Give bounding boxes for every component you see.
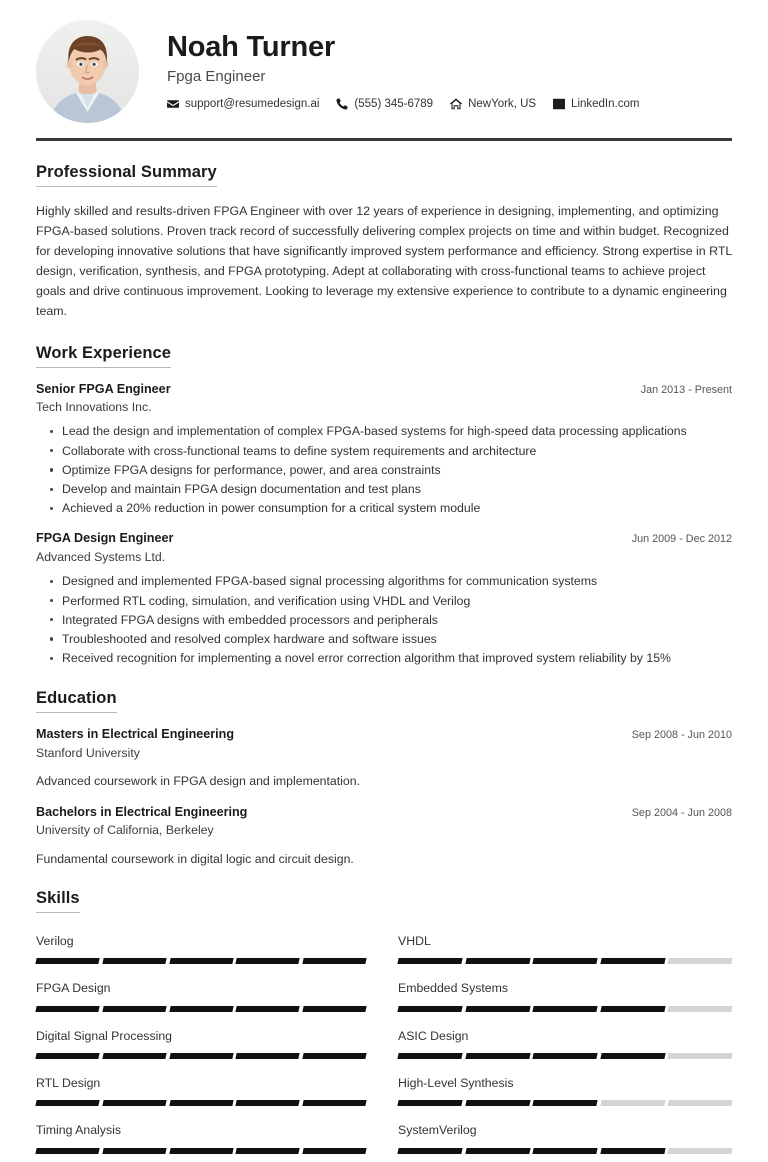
skill-rating-segment [102, 1053, 166, 1059]
skill-rating-segment [397, 1100, 462, 1106]
list-item: Lead the design and implementation of complex FPGA-based systems for high-speed data processing applications [62, 422, 732, 440]
skill-rating-segment [169, 1100, 233, 1106]
education-entry [36, 804, 732, 868]
skill-rating-segment [668, 1053, 733, 1059]
work-entry-head [36, 530, 732, 546]
skill-rating-bar [36, 1148, 366, 1154]
home-icon [450, 98, 462, 110]
skill-item [36, 972, 366, 1019]
header-text [167, 32, 732, 111]
skill-rating-segment [533, 1053, 598, 1059]
skill-item [398, 1067, 732, 1114]
skill-rating-segment [600, 1053, 665, 1059]
resume-header [36, 0, 732, 120]
skill-rating-segment [303, 1100, 367, 1106]
skill-rating-segment [303, 958, 367, 964]
skill-rating-segment [236, 1100, 300, 1106]
skill-rating-segment [533, 958, 598, 964]
skill-rating-segment [35, 1006, 99, 1012]
skill-label: FPGA Design [36, 981, 111, 996]
skill-label: ASIC Design [398, 1028, 469, 1043]
envelope-icon [167, 98, 179, 110]
skill-item [36, 925, 366, 972]
skill-rating-bar [398, 1053, 732, 1059]
skill-rating-bar [398, 1100, 732, 1106]
page-title: Noah Turner [167, 30, 336, 63]
section-professional-summary [36, 163, 732, 322]
work-entry-bullets [36, 422, 732, 517]
contact-phone[interactable] [336, 98, 433, 110]
skill-label: High-Level Synthesis [398, 1076, 514, 1091]
contact-linkedin-text: LinkedIn.com [571, 98, 640, 111]
linkedin-icon [553, 98, 565, 110]
skill-rating-bar [36, 958, 366, 964]
work-entry-org: Tech Innovations Inc. [36, 399, 152, 414]
list-item: Performed RTL coding, simulation, and verification using VHDL and Verilog [62, 592, 732, 610]
skill-item [36, 1020, 366, 1067]
work-entry [36, 381, 732, 518]
section-heading-summary: Professional Summary [36, 163, 217, 187]
skill-rating-segment [465, 958, 530, 964]
skill-rating-segment [600, 958, 665, 964]
list-item: Received recognition for implementing a novel error correction algorithm that improved system reliability by 15% [62, 649, 732, 667]
section-skills [36, 889, 732, 1162]
skill-rating-segment [465, 1006, 530, 1012]
skill-rating-segment [35, 1053, 99, 1059]
skill-label: Timing Analysis [36, 1123, 121, 1138]
skill-rating-segment [668, 1100, 733, 1106]
skill-rating-segment [169, 1148, 233, 1154]
skill-label: SystemVerilog [398, 1123, 477, 1138]
skill-rating-bar [398, 1148, 732, 1154]
section-heading-skills: Skills [36, 889, 80, 913]
skill-rating-segment [533, 1006, 598, 1012]
skill-rating-segment [303, 1053, 367, 1059]
contact-list [167, 98, 732, 110]
education-entry-org: Stanford University [36, 745, 140, 760]
skill-rating-segment [533, 1100, 598, 1106]
skill-label: Embedded Systems [398, 981, 509, 996]
section-education [36, 689, 732, 868]
skill-rating-segment [169, 1006, 233, 1012]
skill-item [398, 1020, 732, 1067]
work-entry-title: FPGA Design Engineer [36, 531, 174, 546]
skill-rating-segment [102, 1100, 166, 1106]
education-entry-head [36, 726, 732, 742]
skill-rating-segment [35, 1100, 99, 1106]
skills-grid [36, 925, 732, 1162]
skill-rating-bar [36, 1053, 366, 1059]
skill-rating-segment [465, 1148, 530, 1154]
work-entry-head [36, 381, 732, 397]
skill-rating-bar [398, 1006, 732, 1012]
education-entry-org: University of California, Berkeley [36, 823, 214, 837]
education-entry-head [36, 804, 732, 820]
list-item: Troubleshooted and resolved complex hardware and software issues [62, 630, 732, 648]
skill-rating-segment [600, 1006, 665, 1012]
skill-item [398, 1114, 732, 1161]
skill-rating-segment [668, 1006, 733, 1012]
contact-email-text: support@resumedesign.ai [185, 98, 320, 111]
skill-rating-segment [236, 958, 300, 964]
work-entry-date: Jun 2009 - Dec 2012 [631, 533, 732, 546]
work-entry-title: Senior FPGA Engineer [36, 381, 171, 396]
skill-rating-segment [465, 1100, 530, 1106]
education-entry-title: Masters in Electrical Engineering [36, 727, 235, 742]
list-item: Optimize FPGA designs for performance, power, and area constraints [62, 461, 732, 479]
contact-email[interactable] [167, 98, 319, 110]
summary-text: Highly skilled and results-driven FPGA Engineer with over 12 years of experience in designing, implementing, and optimizing FPGA-based solutions. Proven track record of successfully delivering complex projects on time and within budget. Recognized for developing innovative solutions that have significantly improved system performance and efficiency. Strong expertise in RTL design, verification, synthesis, and FPGA prototyping. Adept at collaborating with cross-functional teams to achieve project goals and drive continuous improvement. Looking to leverage my extensive experience to contribute to a dynamic engineering team. [36, 203, 732, 319]
skill-label: Digital Signal Processing [36, 1028, 173, 1043]
skill-rating-segment [303, 1006, 367, 1012]
section-heading-work-experience: Work Experience [36, 344, 171, 368]
skill-rating-segment [397, 958, 462, 964]
skill-rating-segment [533, 1148, 598, 1154]
phone-icon [336, 98, 348, 110]
skill-label: VHDL [398, 934, 431, 948]
skill-item [398, 972, 732, 1019]
header-divider [36, 138, 732, 141]
list-item: Achieved a 20% reduction in power consumption for a critical system module [62, 499, 732, 517]
skill-rating-segment [397, 1006, 462, 1012]
work-entry-org: Advanced Systems Ltd. [36, 549, 166, 564]
skill-item [36, 1067, 366, 1114]
skill-rating-segment [600, 1148, 665, 1154]
contact-linkedin[interactable] [553, 98, 639, 110]
skill-rating-bar [398, 958, 732, 964]
skill-rating-segment [102, 958, 166, 964]
skill-rating-segment [236, 1053, 300, 1059]
skill-rating-segment [236, 1006, 300, 1012]
skill-item [398, 925, 732, 972]
skill-rating-segment [397, 1148, 462, 1154]
section-work-experience [36, 344, 732, 668]
education-entry [36, 726, 732, 790]
skill-rating-bar [36, 1100, 366, 1106]
skill-item [36, 1114, 366, 1161]
work-entry-bullets [36, 572, 732, 667]
skill-label: Verilog [36, 934, 74, 948]
skill-rating-segment [35, 1148, 99, 1154]
skill-label: RTL Design [36, 1076, 101, 1091]
skill-rating-segment [397, 1053, 462, 1059]
skill-rating-segment [169, 958, 233, 964]
list-item: Collaborate with cross-functional teams to define system requirements and architecture [62, 442, 732, 460]
skill-rating-segment [668, 958, 733, 964]
education-entry-date: Sep 2008 - Jun 2010 [631, 729, 732, 742]
skill-rating-segment [303, 1148, 367, 1154]
skill-rating-segment [102, 1006, 166, 1012]
skill-rating-segment [465, 1053, 530, 1059]
skill-rating-segment [102, 1148, 166, 1154]
list-item: Designed and implemented FPGA-based signal processing algorithms for communication systems [62, 572, 732, 590]
work-entry-date: Jan 2013 - Present [640, 383, 732, 396]
list-item: Integrated FPGA designs with embedded processors and peripherals [62, 611, 732, 629]
skill-rating-segment [600, 1100, 665, 1106]
education-entry-date: Sep 2004 - Jun 2008 [631, 806, 732, 819]
list-item: Develop and maintain FPGA design documentation and test plans [62, 480, 732, 498]
skill-rating-segment [236, 1148, 300, 1154]
skill-rating-segment [35, 958, 99, 964]
job-title: Fpga Engineer [167, 67, 266, 85]
section-heading-education: Education [36, 689, 117, 713]
skill-rating-segment [169, 1053, 233, 1059]
skill-rating-segment [668, 1148, 733, 1154]
avatar [36, 20, 139, 123]
skill-rating-bar [36, 1006, 366, 1012]
contact-location-text: NewYork, US [468, 98, 537, 111]
education-entry-note: Advanced coursework in FPGA design and implementation. [36, 774, 360, 789]
education-entry-note: Fundamental coursework in digital logic and circuit design. [36, 851, 354, 866]
contact-phone-text: (555) 345-6789 [354, 98, 434, 111]
contact-location[interactable] [450, 98, 536, 110]
work-entry [36, 530, 732, 667]
education-entry-title: Bachelors in Electrical Engineering [36, 804, 248, 819]
